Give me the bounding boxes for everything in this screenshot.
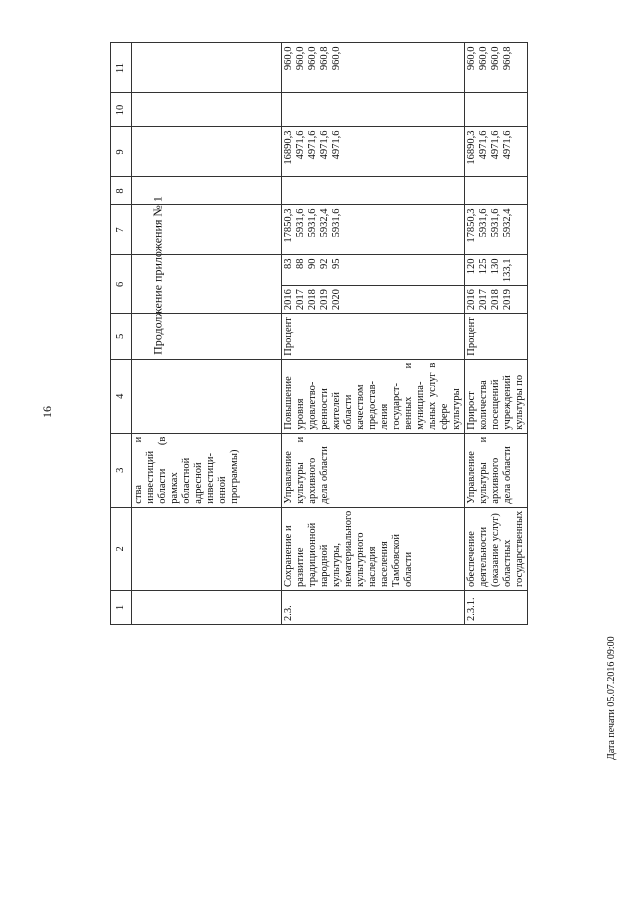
col9-cell: 16890,3 4971,6 4971,6 4971,6 xyxy=(465,127,528,177)
appendix-continuation-title: Продолжение приложения № 1 xyxy=(150,196,165,355)
total-cell: 17850,3 5931,6 5931,6 5932,4 xyxy=(465,205,528,255)
page-number: 16 xyxy=(40,406,54,418)
year-cell: 2016 2017 2018 2019 xyxy=(465,286,528,314)
col-num-8: 8 xyxy=(111,177,132,205)
continuation-executor: ства и инвестиций области (в рамках областной адресной инвестици-онной программы) xyxy=(132,433,282,507)
col9-cell: 16890,3 4971,6 4971,6 4971,6 4971,6 xyxy=(282,127,465,177)
col8-cell xyxy=(282,177,465,205)
row-number: 2.3.1. xyxy=(465,591,528,625)
col-num-3: 3 xyxy=(111,433,132,507)
indicator: Прирост количества посещений учреждений культуры по xyxy=(465,359,528,433)
measure-name: Сохранение и развитие традиционной народной культуры, нематериального культурного наследия населения Тамбовской области xyxy=(282,507,465,590)
col10-cell xyxy=(282,93,465,127)
unit: Процент xyxy=(282,314,465,360)
print-date: Дата печати 05.07.2016 09:00 xyxy=(606,636,617,760)
col11-cell: 960,0 960,0 960,0 960,8 960,0 xyxy=(282,43,465,93)
col-num-10: 10 xyxy=(111,93,132,127)
table-row xyxy=(282,43,465,625)
column-number-row xyxy=(111,43,132,625)
executor: Управление культуры и архивного дела области xyxy=(465,433,528,507)
executor: Управление культуры и архивного дела области xyxy=(282,433,465,507)
col8-cell xyxy=(465,177,528,205)
year-cell: 2016 2017 2018 2019 2020 xyxy=(282,286,465,314)
col-num-4: 4 xyxy=(111,359,132,433)
measure-name: обеспечение деятельности (оказание услуг) областных государственных xyxy=(465,507,528,590)
col10-cell xyxy=(465,93,528,127)
unit: Процент xyxy=(465,314,528,360)
col-num-5: 5 xyxy=(111,314,132,360)
col-num-6: 6 xyxy=(111,255,132,314)
col11-cell: 960,0 960,0 960,0 960,8 xyxy=(465,43,528,93)
total-cell: 17850,3 5931,6 5931,6 5932,4 5931,6 xyxy=(282,205,465,255)
indicator: Повышение уровня удовлетво-ренности жителей области качеством предостав-ления государст-венных и муниципа-льных услуг в сфере культуры xyxy=(282,359,465,433)
rotated-table-wrapper xyxy=(110,30,640,625)
col-num-11: 11 xyxy=(111,43,132,93)
indicator-value-cell: 120 125 130 133,1 xyxy=(465,255,528,286)
table-row xyxy=(465,43,528,625)
col-num-9: 9 xyxy=(111,127,132,177)
col-num-7: 7 xyxy=(111,205,132,255)
row-number: 2.3. xyxy=(282,591,465,625)
continuation-row xyxy=(132,43,282,625)
program-table xyxy=(110,43,528,626)
col-num-2: 2 xyxy=(111,507,132,590)
col-num-1: 1 xyxy=(111,591,132,625)
indicator-value-cell: 83 88 90 92 95 xyxy=(282,255,465,286)
